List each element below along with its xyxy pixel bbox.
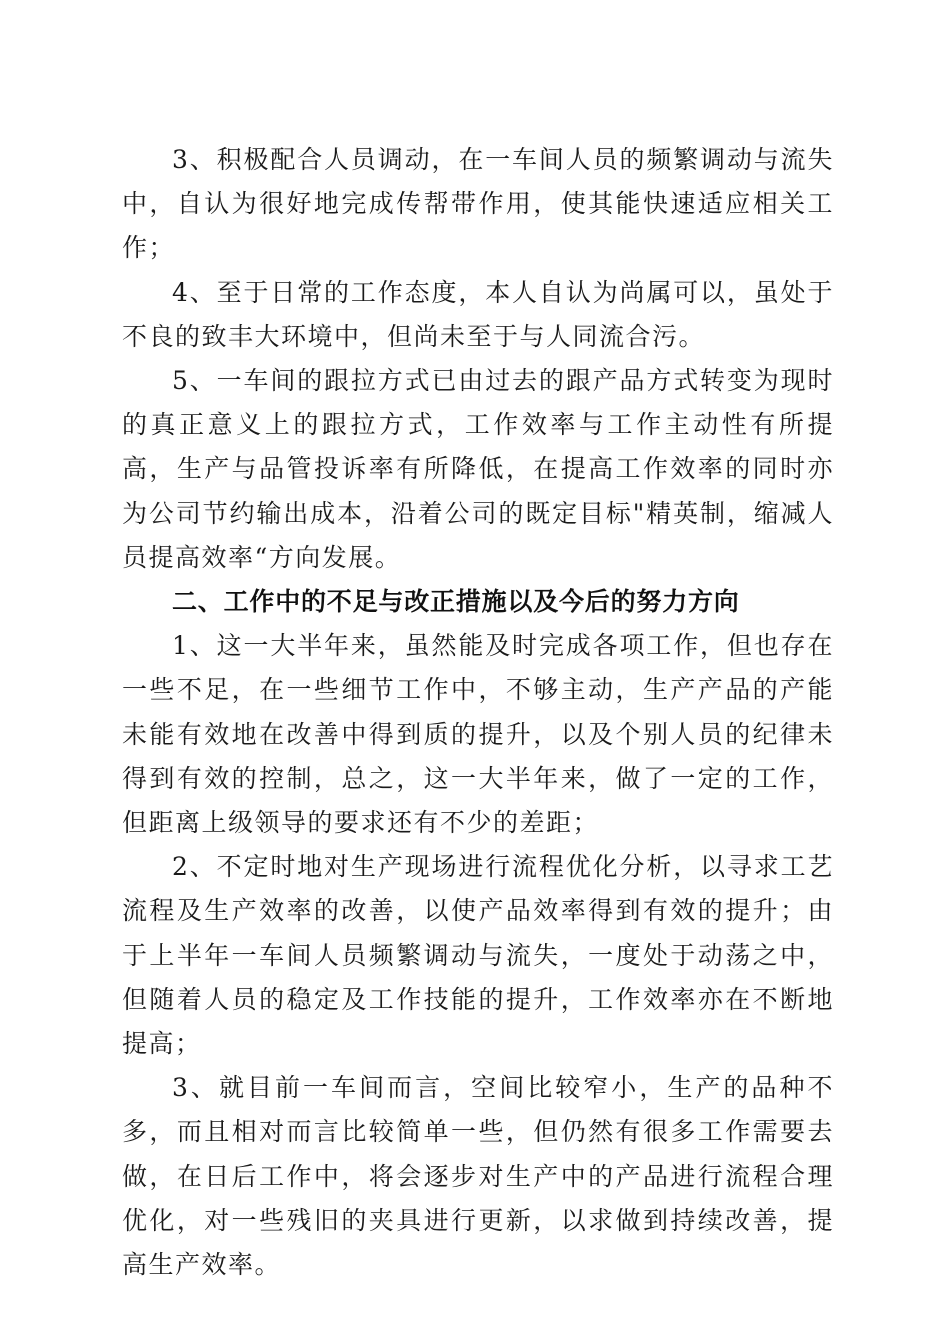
paragraph-item-3: 3、积极配合人员调动，在一车间人员的频繁调动与流失中，自认为很好地完成传帮带作用，使其能快速适应相关工作； [122, 145, 834, 263]
paragraph-item-5: 5、一车间的跟拉方式已由过去的跟产品方式转变为现时的真正意义上的跟拉方式，工作效率与工作主动性有所提高，生产与品管投诉率有所降低，在提高工作效率的同时亦为公司节约输出成本，沿着公司的既定目标"精英制，缩减人员提高效率“方向发展。 [122, 366, 834, 572]
paragraph-shortcoming-1: 1、这一大半年来，虽然能及时完成各项工作，但也存在一些不足，在一些细节工作中，不够主动，生产产品的产能未能有效地在改善中得到质的提升，以及个别人员的纪律未得到有效的控制，总之，这一大半年来，做了一定的工作，但距离上级领导的要求还有不少的差距； [122, 631, 834, 838]
paragraph-shortcoming-3: 3、就目前一车间而言，空间比较窄小，生产的品种不多，而且相对而言比较简单一些，但仍然有很多工作需要去做，在日后工作中，将会逐步对生产中的产品进行流程合理优化，对一些残旧的夹具进行更新，以求做到持续改善，提高生产效率。 [122, 1073, 834, 1280]
paragraph-shortcoming-2: 2、不定时地对生产现场进行流程优化分析，以寻求工艺流程及生产效率的改善，以使产品效率得到有效的提升；由于上半年一车间人员频繁调动与流失，一度处于动荡之中，但随着人员的稳定及工作技能的提升，工作效率亦在不断地提高； [122, 852, 834, 1059]
section-heading: 二、工作中的不足与改正措施以及今后的努力方向 [172, 587, 740, 617]
document-body [122, 138, 834, 1287]
paragraph-item-4: 4、至于日常的工作态度，本人自认为尚属可以，虽处于不良的致丰大环境中，但尚未至于与人同流合污。 [122, 277, 834, 351]
